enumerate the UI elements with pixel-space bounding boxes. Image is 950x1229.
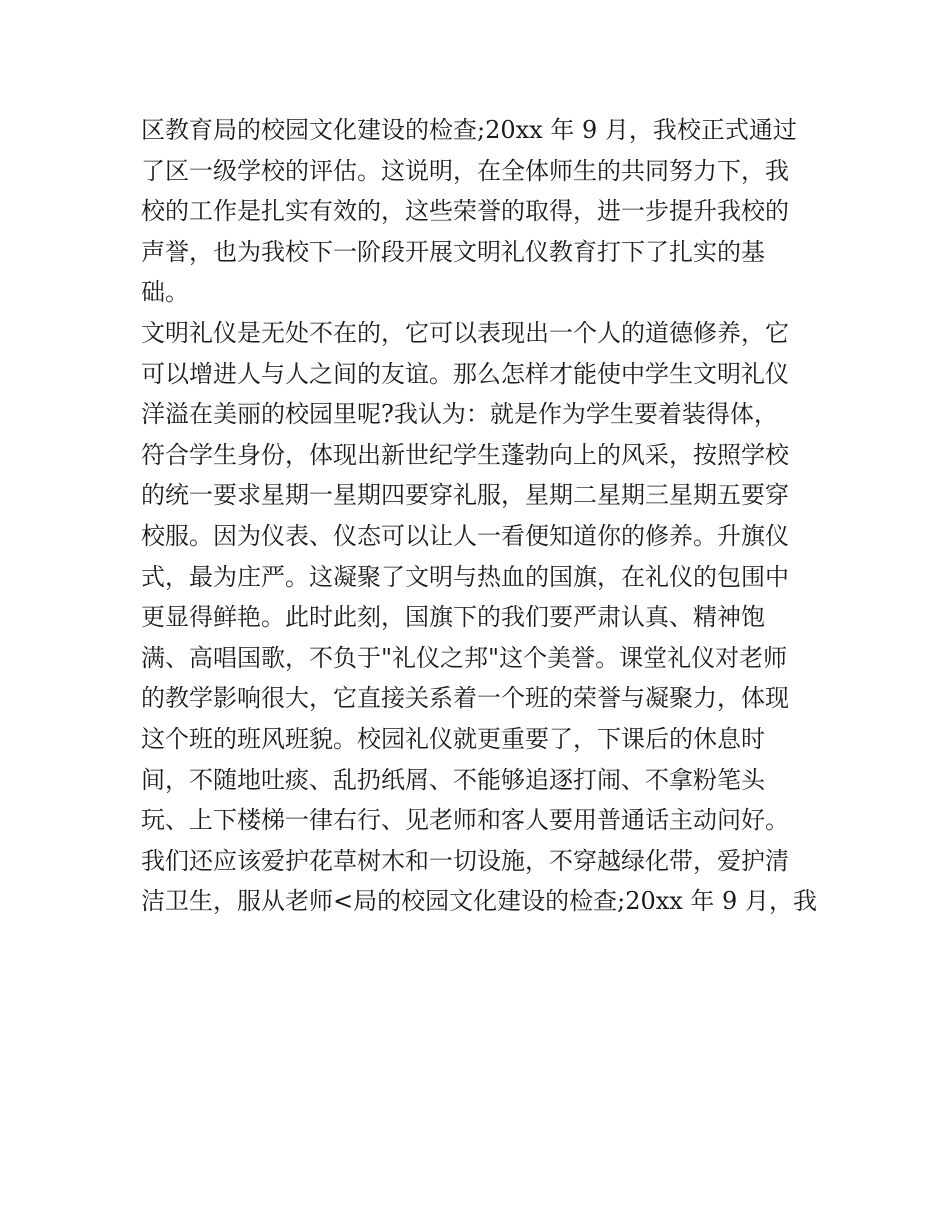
text-line: 洁卫生，服从老师<局的校园文化建设的检查;20xx 年 9 月，我	[141, 887, 817, 916]
text-line: 文明礼仪是无处不在的，它可以表现出一个人的道德修养，它	[141, 318, 789, 347]
text-line: 洋溢在美丽的校园里呢?我认为：就是作为学生要着装得体，	[141, 400, 778, 429]
text-line: 满、高唱国歌，不负于"礼仪之邦"这个美誉。课堂礼仪对老师	[141, 643, 788, 672]
body-text	[141, 110, 821, 922]
text-line: 区教育局的校园文化建设的检查;20xx 年 9 月，我校正式通过	[141, 116, 797, 144]
text-line: 的教学影响很大，它直接关系着一个班的荣誉与凝聚力，体现	[141, 684, 789, 713]
text-line: 式，最为庄严。这凝聚了文明与热血的国旗，在礼仪的包围中	[141, 562, 789, 591]
text-line: 了区一级学校的评估。这说明，在全体师生的共同努力下，我	[141, 156, 789, 185]
text-line: 础。	[141, 278, 189, 307]
text-line: 可以增进人与人之间的友谊。那么怎样才能使中学生文明礼仪	[141, 359, 789, 388]
text-line: 符合学生身份，体现出新世纪学生蓬勃向上的风采，按照学校	[141, 440, 789, 469]
text-line: 声誉，也为我校下一阶段开展文明礼仪教育打下了扎实的基	[141, 237, 765, 266]
text-line: 玩、上下楼梯一律右行、见老师和客人要用普通话主动问好。	[141, 806, 789, 835]
text-line: 校的工作是扎实有效的，这些荣誉的取得，进一步提升我校的	[141, 197, 789, 226]
text-line: 的统一要求星期一星期四要穿礼服，星期二星期三星期五要穿	[141, 481, 789, 510]
text-line: 我们还应该爱护花草树木和一切设施，不穿越绿化带，爱护清	[141, 846, 789, 875]
text-line: 校服。因为仪表、仪态可以让人一看便知道你的修养。升旗仪	[141, 521, 789, 550]
text-line: 这个班的班风班貌。校园礼仪就更重要了，下课后的休息时	[141, 724, 765, 753]
text-line: 更显得鲜艳。此时此刻，国旗下的我们要严肃认真、精神饱	[141, 603, 765, 632]
text-line: 间，不随地吐痰、乱扔纸屑、不能够追逐打闹、不拿粉笔头	[141, 765, 765, 794]
